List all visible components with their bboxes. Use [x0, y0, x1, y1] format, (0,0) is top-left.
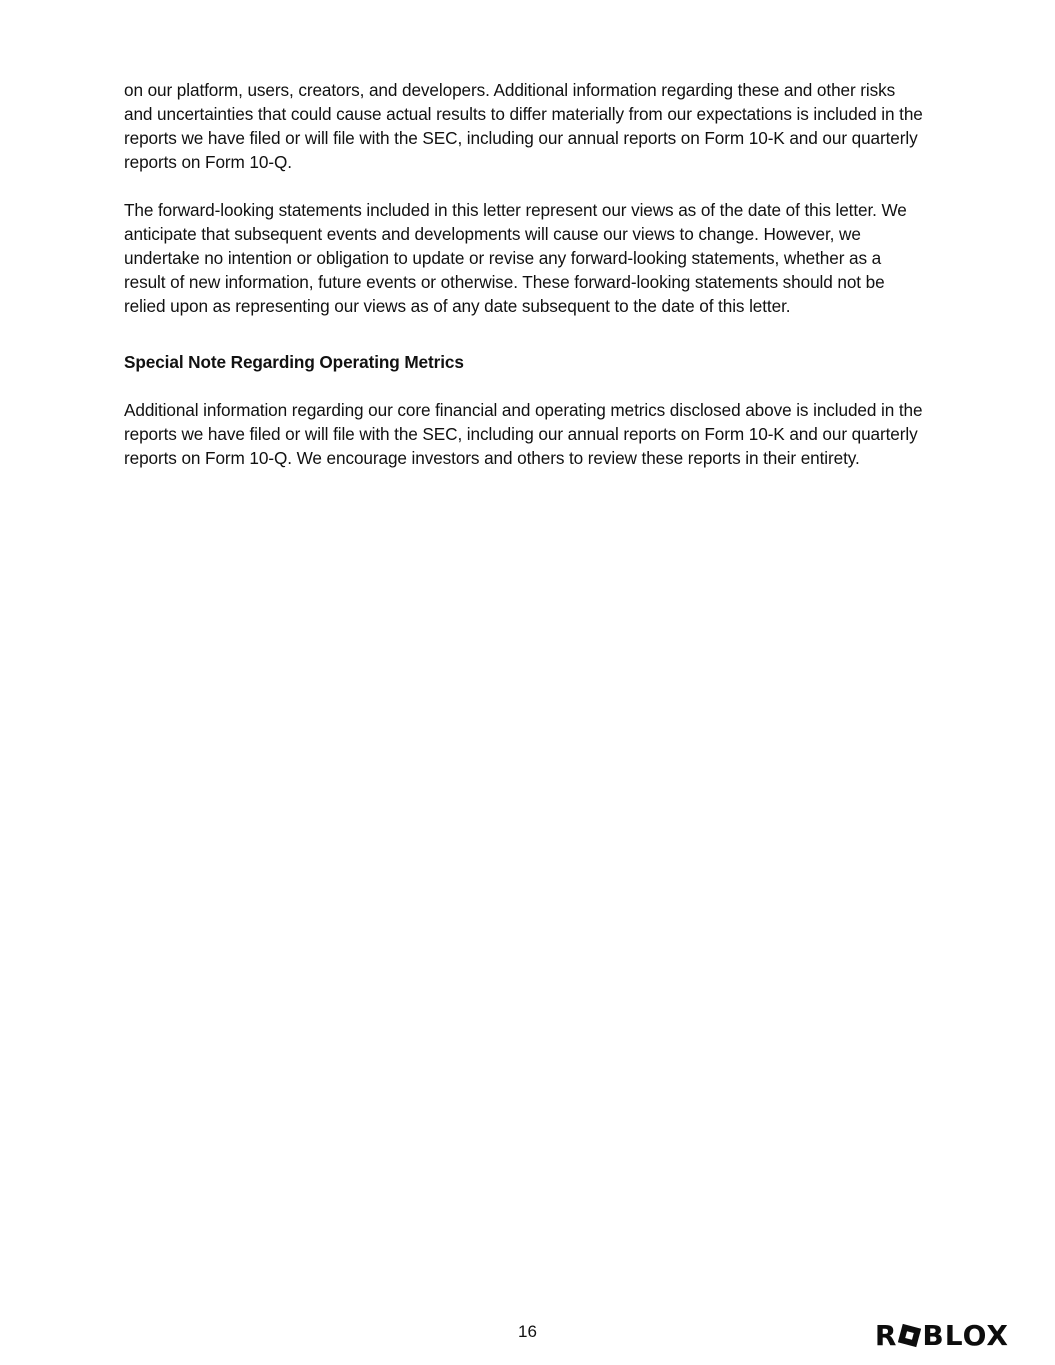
paragraph-operating-metrics: Additional information regarding our core financial and operating metrics disclosed above is included in the reports we have filed or will file with the SEC, including our annual reports on Form 10-K and our quarterly reports on Form 10-Q. We encourage investors and others to review these reports in their entirety.: [124, 400, 923, 468]
logo-text-right: BLOX: [922, 1318, 1009, 1352]
roblox-logo: [875, 1320, 1009, 1350]
logo-tilted-square-icon: [898, 1323, 921, 1346]
page-number: 16: [518, 1322, 537, 1341]
paragraph-risks: on our platform, users, creators, and developers. Additional information regarding these and other risks and uncertainties that could cause actual results to differ materially from our expectations is included in the reports we have filed or will file with the SEC, including our annual reports on Form 10-K and our quarterly reports on Form 10-Q.: [124, 80, 923, 172]
logo-text-left: R: [874, 1318, 898, 1352]
section-heading: Special Note Regarding Operating Metrics: [124, 352, 464, 372]
document-body: [124, 78, 924, 470]
paragraph-forward-looking: The forward-looking statements included in this letter represent our views as of the date of this letter. We anticipate that subsequent events and developments will cause our views to change. However, we undertake no intention or obligation to update or revise any forward-looking statements, whether as a result of new information, future events or otherwise. These forward-looking statements should not be relied upon as representing our views as of any date subsequent to the date of this letter.: [124, 200, 907, 316]
